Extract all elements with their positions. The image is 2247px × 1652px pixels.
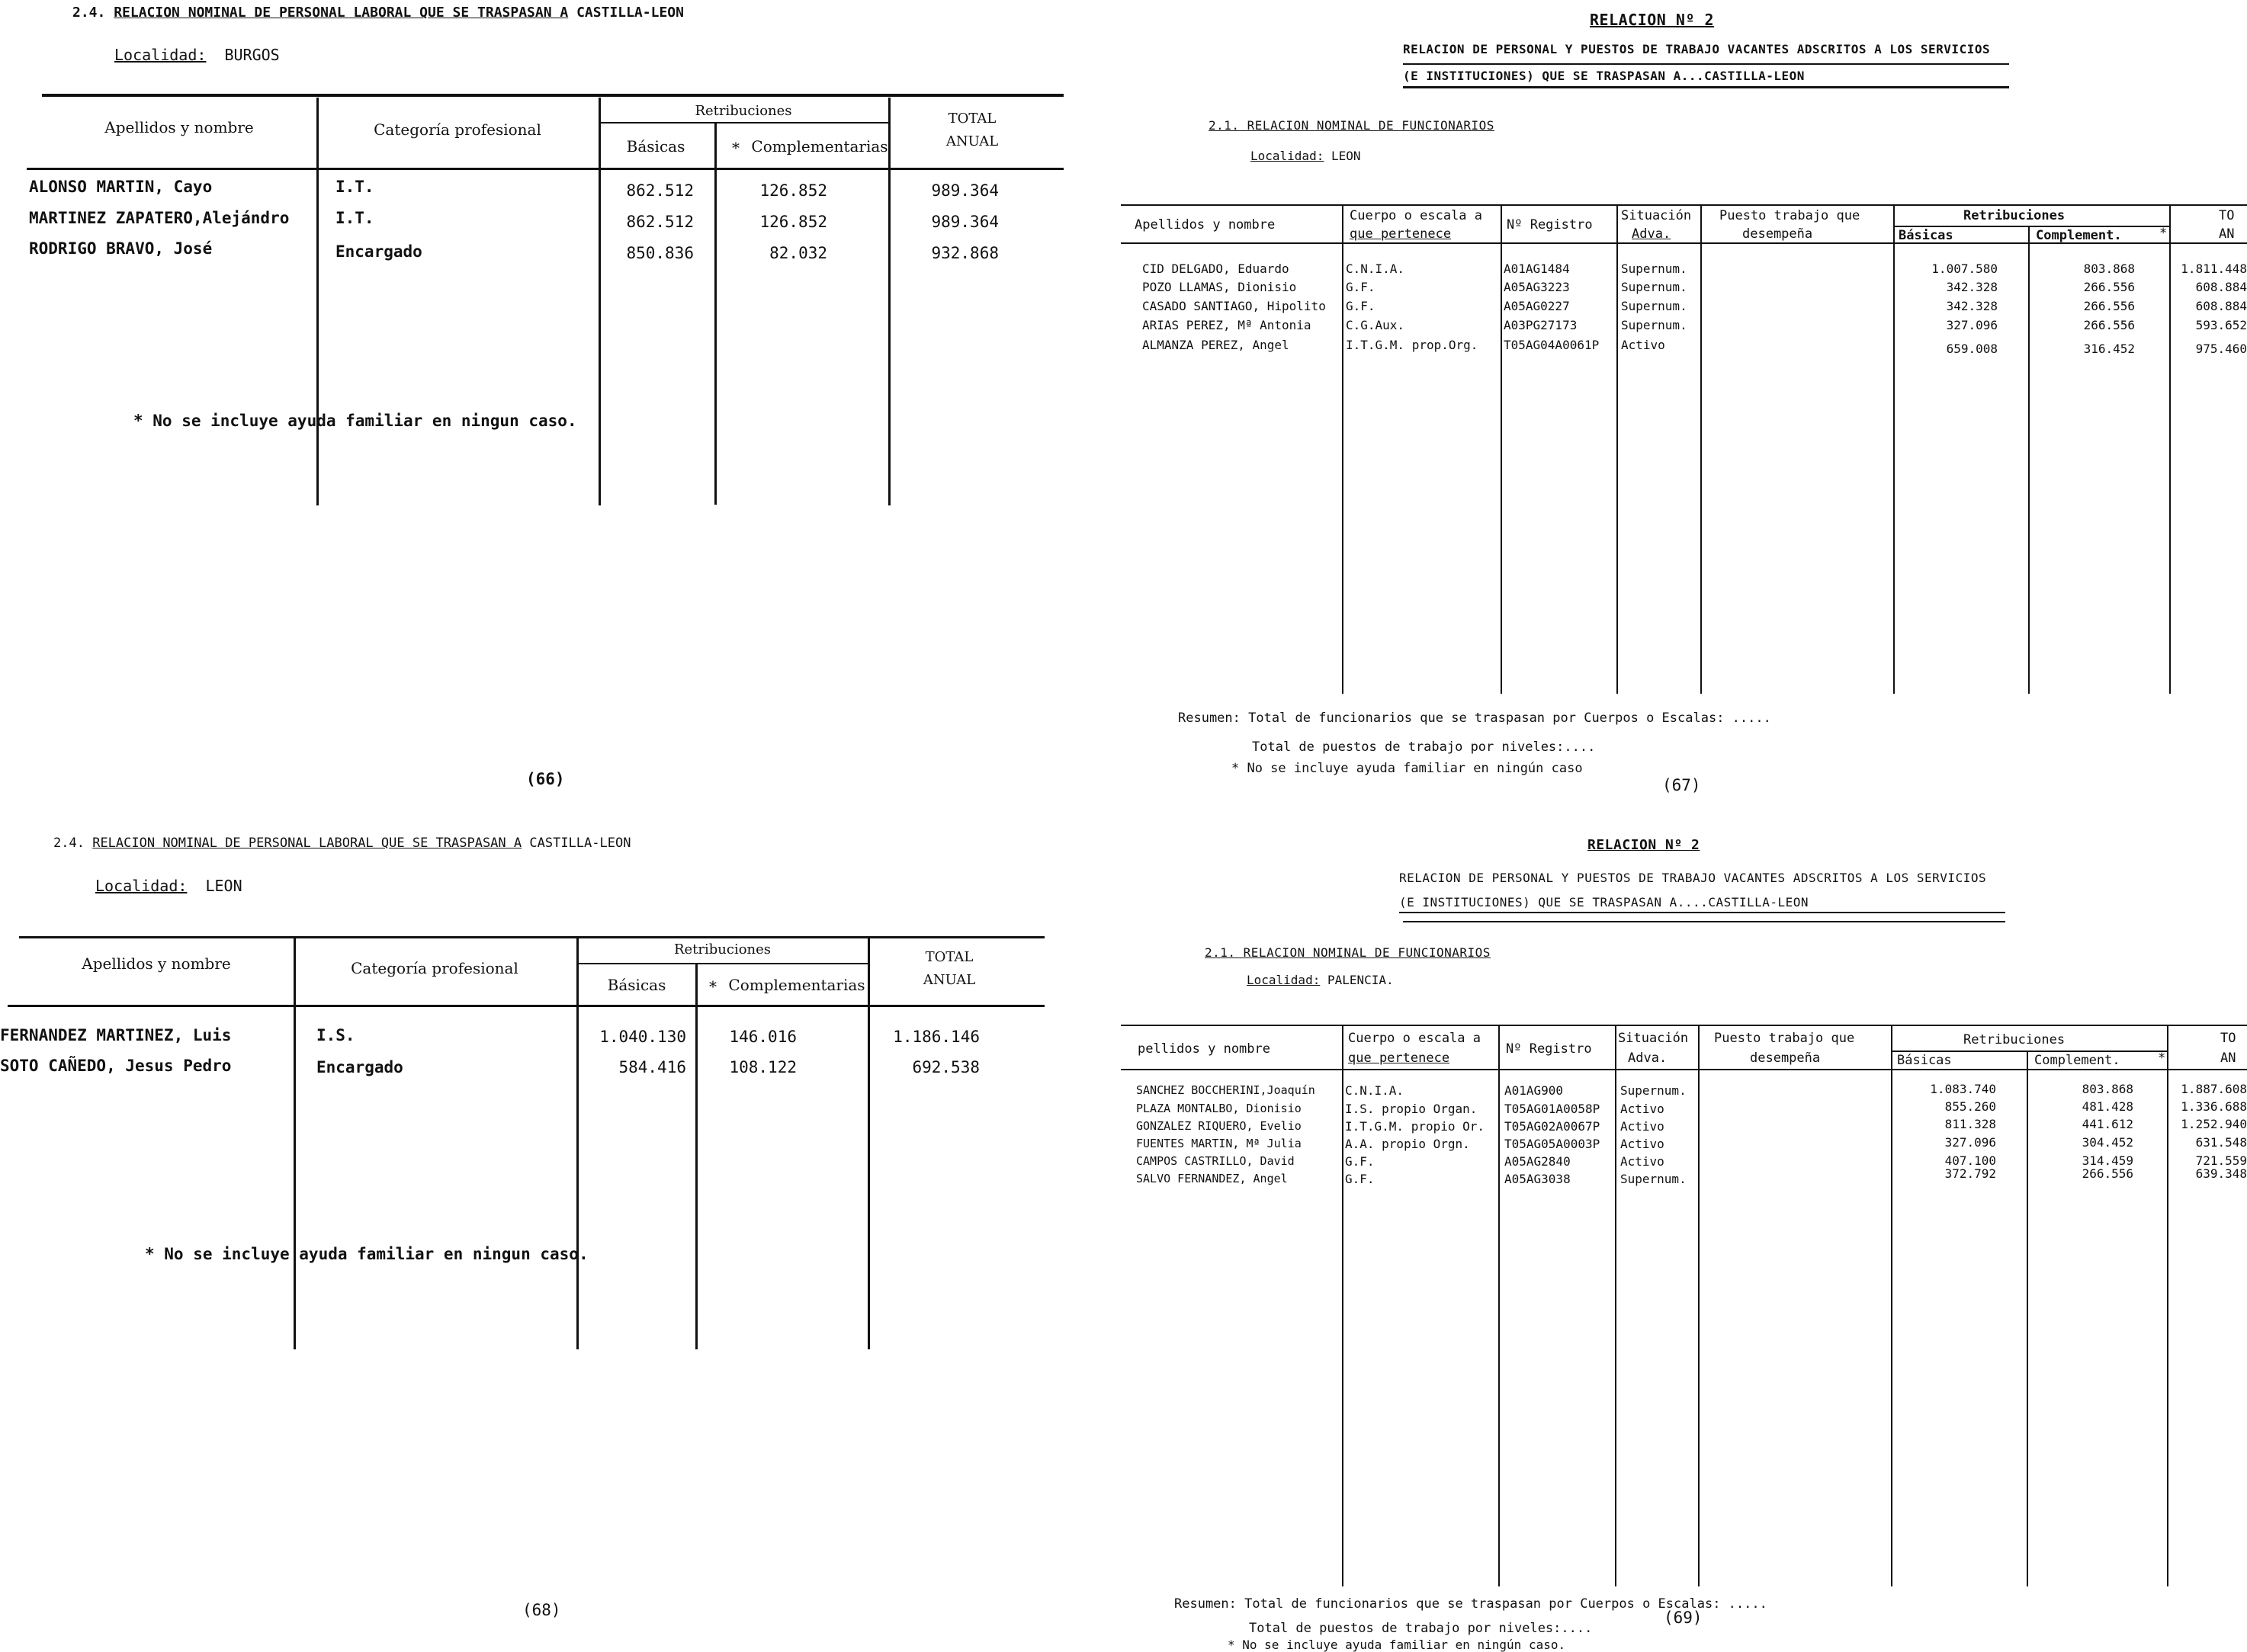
table-row-1-complement: 803.868 [2083,261,2135,276]
header-basicas: Básicas [607,976,666,994]
table-row-3-categoria: Encargado [335,242,422,261]
localidad-label: Localidad: [1250,149,1324,163]
col-divider-3 [1616,206,1618,694]
table-row-2-registro: T05AG01A0058P [1504,1102,1600,1116]
table-row-2-basicas: 855.260 [1944,1099,1996,1114]
header-asterisk: * [2159,226,2168,241]
title-prefix: 2.4. [53,836,85,851]
table-row-2-cuerpo: G.F. [1346,280,1375,294]
table-row-1-registro: A01AG1484 [1504,261,1570,276]
table-row-1-nombre: CID DELGADO, Eduardo [1142,261,1289,276]
table-row-5-situacion: Activo [1621,338,1665,352]
title-rule-1 [1399,912,2005,913]
col-divider-3 [1615,1026,1616,1586]
col-divider-6 [2028,227,2030,694]
table-row-6-basicas: 372.792 [1944,1166,1996,1181]
table-top-rule [42,94,1064,97]
header-asterisk: * [709,977,717,996]
table-row-2-total: 1.336.688 [2181,1099,2247,1114]
header-complement: Complement. [2034,1053,2120,1068]
table-row-3-basicas: 850.836 [626,244,694,262]
section-title: 2.1. RELACION NOMINAL DE FUNCIONARIOS [1205,945,1491,960]
header-nombre: Apellidos y nombre [1135,217,1276,233]
header-retribuciones: Retribuciones [673,941,772,958]
localidad-label: Localidad: [114,46,207,64]
relacion-heading: RELACION Nº 2 [1590,11,1715,29]
col-divider-4 [868,938,870,1349]
header-nombre: Apellidos y nombre [82,954,231,973]
footnote: * No se incluye ayuda familiar en ningun caso. [133,412,577,430]
col-divider-2 [1498,1026,1500,1586]
header-cuerpo-1: Cuerpo o escala a [1348,1031,1481,1046]
col-divider-7 [2169,206,2171,694]
header-anual: ANUAL [945,133,999,149]
retrib-rule [578,963,868,964]
table-row-5-nombre: CAMPOS CASTRILLO, David [1136,1154,1295,1168]
table-row-5-cuerpo: I.T.G.M. prop.Org. [1346,338,1478,352]
header-basicas: Básicas [626,137,685,156]
table-row-1-registro: A01AG900 [1504,1083,1564,1098]
summary-line-3: * No se incluye ayuda familiar en ningún caso. [1228,1638,1566,1652]
table-row-1-total: 1.186.146 [893,1028,980,1046]
col-divider-1 [294,938,296,1349]
table-row-3-cuerpo: G.F. [1346,299,1375,313]
table-row-2-registro: A05AG3223 [1504,280,1570,294]
header-basicas: Básicas [1899,228,1953,243]
header-nombre: Apellidos y nombre [104,118,254,136]
localidad [1250,149,1361,163]
table-row-3-basicas: 811.328 [1944,1117,1996,1131]
table-row-5-complement: 316.452 [2083,342,2135,356]
localidad [95,877,242,895]
header-registro: Nº Registro [1507,217,1593,233]
table-row-2-nombre: SOTO CAÑEDO, Jesus Pedro [0,1057,232,1075]
header-asterisk: * [732,139,740,157]
localidad-value: PALENCIA. [1327,973,1394,987]
table-row-2-basicas: 342.328 [1946,280,1998,294]
header-situacion-1: Situación [1621,208,1692,223]
table-row-4-total: 593.652 [2195,318,2247,332]
header-registro: Nº Registro [1506,1041,1592,1057]
header-cuerpo-2: que pertenece [1348,1051,1450,1066]
col-divider-2 [599,98,601,505]
table-row-1-basicas: 862.512 [626,181,694,200]
table-row-5-total: 721.559 [2195,1153,2247,1168]
table-row-1-complement: 803.868 [2082,1082,2133,1096]
col-divider-1 [1342,206,1343,694]
table-row-6-complement: 266.556 [2082,1166,2133,1181]
table-row-4-cuerpo: A.A. propio Orgn. [1345,1137,1470,1151]
header-puesto-1: Puesto trabajo que [1719,208,1860,223]
header-nombre: pellidos y nombre [1138,1041,1270,1057]
table-row-5-basicas: 659.008 [1946,342,1998,356]
table-row-1-total: 1.811.448 [2181,261,2247,276]
table-row-4-situacion: Activo [1620,1137,1664,1151]
table-row-2-cuerpo: I.S. propio Organ. [1345,1102,1478,1116]
header-puesto-2: desempeña [1742,226,1813,242]
table-row-4-basicas: 327.096 [1944,1135,1996,1150]
title-text: RELACION NOMINAL DE PERSONAL LABORAL QUE SE TRASPASAN A [92,836,522,851]
header-retribuciones: Retribuciones [1963,208,2066,223]
table-row-5-basicas: 407.100 [1944,1153,1996,1168]
page-69 [1121,823,2247,1652]
table-row-6-total: 639.348 [2195,1166,2247,1181]
title-rule-2 [1403,921,2005,922]
table-row-1-situacion: Supernum. [1620,1083,1687,1098]
title-rule-2 [1403,86,2009,88]
header-situacion-2: Adva. [1632,226,1671,242]
title-line-2: (E INSTITUCIONES) QUE SE TRASPASAN A....CASTILLA-LEON [1399,895,1809,909]
page-number: (68) [522,1601,561,1619]
table-row-5-situacion: Activo [1620,1154,1664,1169]
col-divider-4 [1700,206,1702,694]
header-categoria: Categoría profesional [374,120,541,139]
section-title: 2.1. RELACION NOMINAL DE FUNCIONARIOS [1209,118,1494,133]
table-row-3-complement: 441.612 [2082,1117,2133,1131]
table-row-4-registro: A03PG27173 [1504,318,1578,332]
table-row-2-nombre: POZO LLAMAS, Dionisio [1142,280,1297,294]
relacion-heading: RELACION Nº 2 [1587,837,1700,853]
header-total: TOTAL [948,111,997,127]
table-row-6-nombre: SALVO FERNANDEZ, Angel [1136,1172,1288,1185]
summary-line-2: Total de puestos de trabajo por niveles:.... [1252,739,1596,755]
col-divider-3 [714,123,717,505]
header-anual: AN [2219,226,2235,242]
col-divider-2 [1501,206,1502,694]
table-row-4-total: 631.548 [2195,1135,2247,1150]
summary-line-3: * No se incluye ayuda familiar en ningún caso [1231,761,1583,776]
table-row-1-cuerpo: C.N.I.A. [1345,1083,1404,1098]
table-top-rule [1121,204,2247,206]
table-row-1-situacion: Supernum. [1621,261,1687,276]
col-divider-4 [1698,1026,1700,1586]
localidad [1247,973,1394,987]
title-line-1: RELACION DE PERSONAL Y PUESTOS DE TRABAJO VACANTES ADSCRITOS A LOS SERVICIOS [1399,871,1987,885]
table-row-4-registro: T05AG05A0003P [1504,1137,1600,1151]
page-number: (69) [1664,1609,1703,1627]
table-row-3-nombre: GONZALEZ RIQUERO, Evelio [1136,1119,1302,1133]
table-row-4-complement: 266.556 [2083,318,2135,332]
table-row-5-total: 975.460 [2195,342,2247,356]
table-row-1-nombre: FERNANDEZ MARTINEZ, Luis [0,1026,232,1044]
table-row-3-registro: T05AG02A0067P [1504,1119,1600,1134]
table-row-1-basicas: 1.007.580 [1931,261,1998,276]
summary-line-2: Total de puestos de trabajo por niveles:.... [1249,1621,1593,1636]
col-divider-5 [1891,1026,1892,1586]
retrib-rule [599,122,888,123]
table-row-5-complement: 314.459 [2082,1153,2133,1168]
header-puesto-1: Puesto trabajo que [1714,1031,1855,1046]
table-row-3-basicas: 342.328 [1946,299,1998,313]
table-row-4-cuerpo: C.G.Aux. [1346,318,1405,332]
table-row-3-complementarias: 82.032 [769,244,827,262]
title-line-2: (E INSTITUCIONES) QUE SE TRASPASAN A...CASTILLA-LEON [1403,69,1805,83]
table-row-5-registro: A05AG2840 [1504,1154,1571,1169]
table-row-5-nombre: ALMANZA PEREZ, Angel [1142,338,1289,352]
table-row-1-total: 1.887.608 [2181,1082,2247,1096]
header-anual: AN [2220,1051,2236,1066]
table-row-3-total: 1.252.940 [2181,1117,2247,1131]
header-cuerpo-2: que pertenece [1350,226,1452,242]
table-row-4-basicas: 327.096 [1946,318,1998,332]
localidad-value: LEON [1331,149,1361,163]
header-anual: ANUAL [923,972,976,988]
header-retribuciones: Retribuciones [1963,1032,2066,1047]
header-total: TO [2220,1031,2236,1046]
table-row-2-total: 989.364 [931,213,999,231]
col-divider-4 [888,98,891,505]
title-suffix: CASTILLA-LEON [529,836,631,851]
localidad [114,46,280,64]
table-top-rule [1121,1025,2247,1026]
table-row-2-situacion: Activo [1620,1102,1664,1116]
header-complementarias: Complementarias [728,976,865,994]
table-row-1-nombre: ALONSO MARTIN, Cayo [29,178,213,196]
table-row-2-basicas: 862.512 [626,213,694,231]
table-row-3-nombre: CASADO SANTIAGO, Hipolito [1142,299,1326,313]
header-puesto-2: desempeña [1750,1051,1821,1066]
header-total: TOTAL [925,949,974,965]
table-row-1-basicas: 1.040.130 [599,1028,686,1046]
title-suffix: CASTILLA-LEON [576,5,684,21]
summary-line-1: Resumen: Total de funcionarios que se traspasan por Cuerpos o Escalas: ..... [1174,1596,1767,1612]
header-total: TO [2219,208,2235,223]
header-bottom-rule [8,1005,1045,1007]
col-divider-1 [316,98,319,505]
table-row-2-nombre: PLAZA MONTALBO, Dionisio [1136,1102,1302,1115]
page-68 [0,823,1098,1631]
table-row-3-total: 932.868 [931,244,999,262]
header-bottom-rule [27,168,1064,170]
table-row-1-basicas: 1.083.740 [1930,1082,1996,1096]
retrib-rule [1895,226,2169,227]
table-row-4-nombre: ARIAS PEREZ, Mª Antonia [1142,318,1311,332]
localidad-label: Localidad: [95,877,188,895]
table-row-3-complement: 266.556 [2083,299,2135,313]
header-asterisk: * [2158,1051,2166,1066]
footnote: * No se incluye ayuda familiar en ningun caso. [145,1245,589,1263]
table-row-2-complementarias: 108.122 [729,1058,797,1076]
title-line-1: RELACION DE PERSONAL Y PUESTOS DE TRABAJO VACANTES ADSCRITOS A LOS SERVICIOS [1403,42,1991,56]
table-row-2-complementarias: 126.852 [759,213,827,231]
page-title [53,836,631,851]
header-bottom-rule [1121,1069,2247,1070]
page-66 [0,0,1098,808]
table-top-rule [19,936,1045,938]
localidad-value: LEON [205,877,242,895]
title-text: RELACION NOMINAL DE PERSONAL LABORAL QUE SE TRASPASAN A [114,5,569,21]
table-row-2-categoria: Encargado [316,1058,403,1076]
table-row-3-situacion: Supernum. [1621,299,1687,313]
header-situacion-2: Adva. [1628,1051,1668,1066]
header-retribuciones: Retribuciones [695,103,792,119]
summary-line-1: Resumen: Total de funcionarios que se traspasan por Cuerpos o Escalas: ..... [1178,711,1771,726]
table-row-5-registro: T05AG04A0061P [1504,338,1600,352]
table-row-3-registro: A05AG0227 [1504,299,1570,313]
header-situacion-1: Situación [1618,1031,1689,1046]
table-row-3-cuerpo: I.T.G.M. propio Or. [1345,1119,1485,1134]
header-cuerpo-1: Cuerpo o escala a [1350,208,1482,223]
table-row-5-cuerpo: G.F. [1345,1154,1375,1169]
table-row-2-complement: 266.556 [2083,280,2135,294]
col-divider-5 [1893,206,1895,694]
table-row-4-nombre: FUENTES MARTIN, Mª Julia [1136,1137,1302,1150]
localidad-value: BURGOS [224,46,280,64]
table-row-6-cuerpo: G.F. [1345,1172,1375,1186]
table-row-1-cuerpo: C.N.I.A. [1346,261,1405,276]
table-row-2-complement: 481.428 [2082,1099,2133,1114]
title-prefix: 2.4. [72,5,106,21]
page-67 [1121,0,2247,808]
table-row-2-situacion: Supernum. [1621,280,1687,294]
table-row-3-nombre: RODRIGO BRAVO, José [29,239,213,258]
col-divider-6 [2027,1052,2028,1586]
page-number: (66) [526,770,565,788]
table-row-3-total: 608.884 [2195,299,2247,313]
page-title [72,5,684,21]
table-row-6-situacion: Supernum. [1620,1172,1687,1186]
table-row-6-registro: A05AG3038 [1504,1172,1571,1186]
table-row-2-total: 692.538 [912,1058,980,1076]
page-number: (67) [1662,776,1701,794]
table-row-1-complementarias: 146.016 [729,1028,797,1046]
localidad-label: Localidad: [1247,973,1321,987]
table-row-4-situacion: Supernum. [1621,318,1687,332]
table-row-4-complement: 304.452 [2082,1135,2133,1150]
table-row-2-total: 608.884 [2195,280,2247,294]
table-row-1-categoria: I.T. [335,178,374,196]
col-divider-3 [695,964,698,1349]
table-row-3-situacion: Activo [1620,1119,1664,1134]
header-basicas: Básicas [1897,1053,1952,1068]
table-row-2-categoria: I.T. [335,209,374,227]
table-row-2-nombre: MARTINEZ ZAPATERO,Alejándro [29,209,290,227]
header-complementarias: Complementarias [751,137,888,156]
col-divider-1 [1342,1026,1343,1586]
header-categoria: Categoría profesional [351,959,518,977]
title-rule-1 [1403,63,2009,65]
header-complement: Complement. [2036,228,2122,243]
table-row-1-total: 989.364 [931,181,999,200]
table-row-2-basicas: 584.416 [618,1058,686,1076]
col-divider-2 [576,938,579,1349]
table-row-1-complementarias: 126.852 [759,181,827,200]
table-row-1-nombre: SANCHEZ BOCCHERINI,Joaquín [1136,1083,1315,1097]
retrib-rule [1892,1051,2167,1052]
table-row-1-categoria: I.S. [316,1026,355,1044]
